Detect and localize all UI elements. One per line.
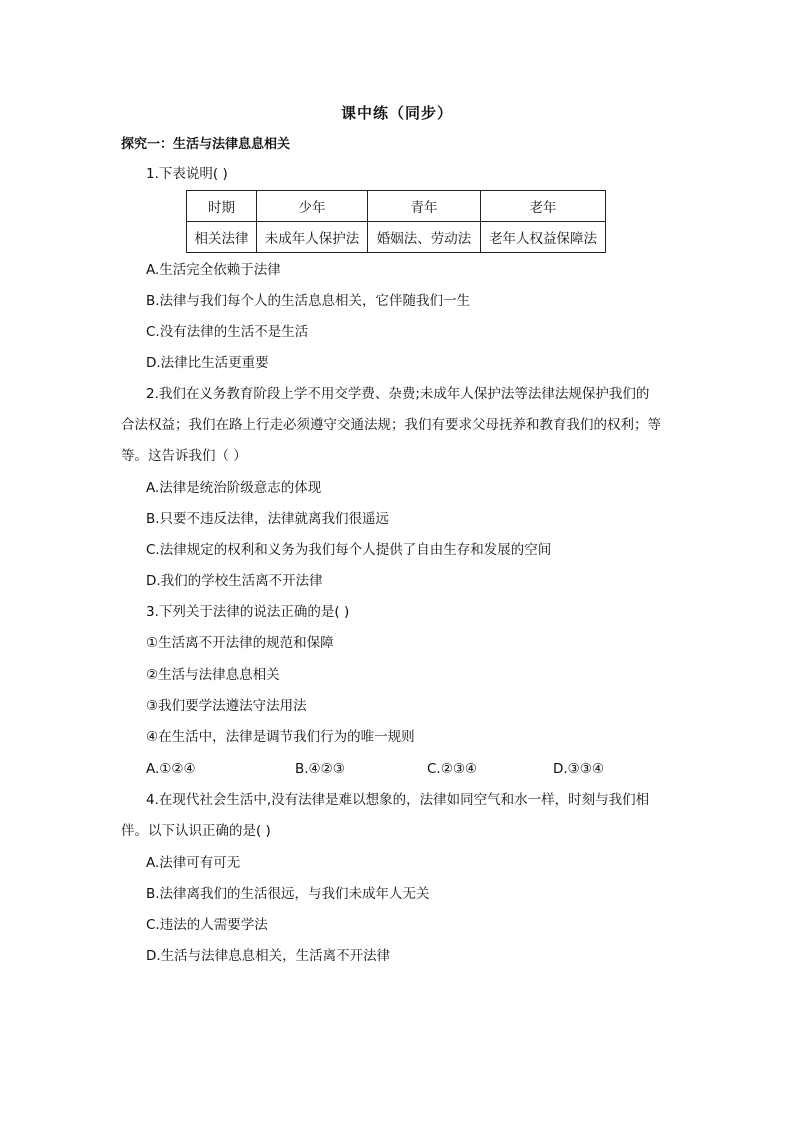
question-2-stem-line-1: 2.我们在义务教育阶段上学不用交学费、杂费;未成年人保护法等法律法规保护我们的 [146,386,650,402]
question-4-option-c: C.违法的人需要学法 [146,917,268,933]
question-2-stem-line-2: 合法权益；我们在路上行走必须遵守交通法规；我们有要求父母抚养和教育我们的权利；等 [121,417,661,433]
law-table [186,190,606,253]
question-2-option-b: B.只要不违反法律，法律就离我们很遥远 [146,511,390,527]
question-2-option-a: A.法律是统治阶级意志的体现 [146,480,322,496]
question-2-option-d: D.我们的学校生活离不开法律 [146,573,323,589]
question-2-stem-line-3: 等。这告诉我们（ ） [121,448,247,464]
question-1-option-b: B.法律与我们每个人的生活息息相关，它伴随我们一生 [146,293,471,309]
question-1-option-c: C.没有法律的生活不是生活 [146,324,309,340]
table-cell: 婚姻法、劳动法 [368,222,481,253]
question-3-option-d: D.③③④ [553,761,604,777]
table-row [187,222,606,253]
table-row [187,191,606,222]
page-title: 课中练（同步） [340,104,453,122]
question-1-option-d: D.法律比生活更重要 [146,355,269,371]
question-4-stem-line-2: 伴。以下认识正确的是( ) [121,823,271,839]
question-3-option-a: A.①②④ [146,761,196,777]
table-cell: 少年 [257,191,368,222]
table-cell: 老年人权益保障法 [481,222,606,253]
question-4-option-b: B.法律离我们的生活很远，与我们未成年人无关 [146,886,430,902]
table-cell: 时期 [187,191,257,222]
question-2-option-c: C.法律规定的权利和义务为我们每个人提供了自由生存和发展的空间 [146,542,552,558]
table-cell: 未成年人保护法 [257,222,368,253]
question-3-option-b: B.④②③ [295,761,345,777]
question-4-option-d: D.生活与法律息息相关，生活离不开法律 [146,948,391,964]
table-cell: 青年 [368,191,481,222]
question-3-stem: 3.下列关于法律的说法正确的是( ) [146,604,350,620]
question-3-item-2: ②生活与法律息息相关 [146,667,280,683]
table-cell: 老年 [481,191,606,222]
section-heading: 探究一：生活与法律息息相关 [121,137,291,152]
question-3-item-4: ④在生活中，法律是调节我们行为的唯一规则 [146,729,415,745]
question-1-stem: 1.下表说明( ) [146,166,228,182]
question-4-stem-line-1: 4.在现代社会生活中,没有法律是难以想象的，法律如同空气和水一样，时刻与我们相 [146,792,650,808]
question-3-option-c: C.②③④ [427,761,478,777]
question-4-option-a: A.法律可有可无 [146,855,241,871]
question-1-option-a: A.生活完全依赖于法律 [146,262,281,278]
question-3-item-1: ①生活离不开法律的规范和保障 [146,635,334,651]
question-3-item-3: ③我们要学法遵法守法用法 [146,698,307,714]
table-cell: 相关法律 [187,222,257,253]
